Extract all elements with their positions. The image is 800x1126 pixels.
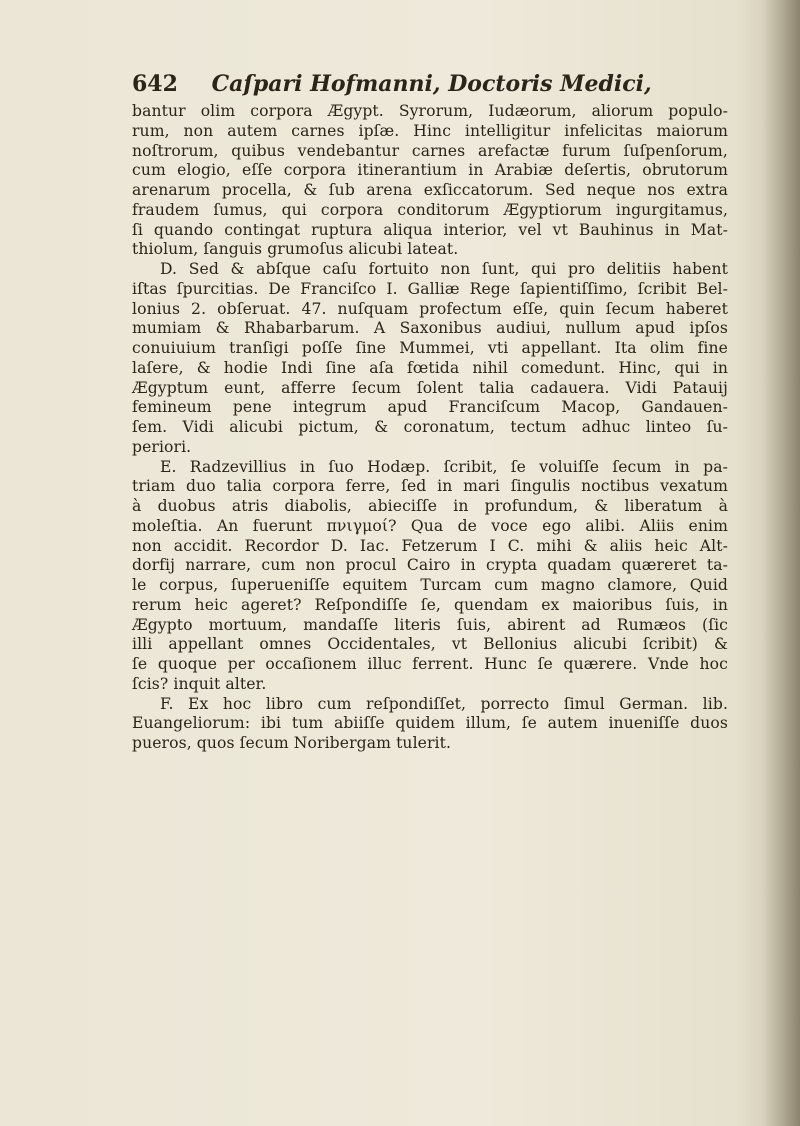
text-line: cum elogio, eſſe corpora itinerantium in Arabiæ deſertis, obrutorum	[132, 161, 728, 180]
text-line: ſcis? inquit alter.	[132, 674, 267, 693]
text-line: rum, non autem carnes ipſæ. Hinc intelligitur infelicitas maiorum	[132, 121, 728, 140]
running-title: Caſpari Hofmanni, Doctoris Medici,	[211, 71, 652, 97]
body-text	[132, 102, 728, 754]
text-line: thiolum, ſanguis grumoſus alicubi lateat.	[132, 240, 459, 259]
text-line: le corpus, ſuperueniſſe equitem Turcam cum magno clamore, Quid	[132, 576, 728, 594]
text-line: ſi quando contingat ruptura aliqua interior, vel vt Bauhinus in Mat-	[132, 220, 728, 239]
text-line: dorfij narrare, cum non procul Cairo in crypta quadam quæreret ta-	[132, 556, 728, 575]
text-line: ſem. Vidi alicubi pictum, & coronatum, tectum adhuc linteo ſu-	[132, 418, 728, 436]
paragraph-start-line: D. Sed & abſque caſu fortuito non ſunt, qui pro delitiis habent	[160, 260, 728, 278]
text-line: periori.	[132, 437, 192, 456]
text-line: noſtrorum, quibus vendebantur carnes arefactæ furum ſuſpenſorum,	[132, 141, 728, 160]
text-line: laſere, & hodie Indi ſine aſa fœtida nihil comedunt. Hinc, qui in	[132, 358, 728, 377]
text-line: iſtas ſpurcitias. De Franciſco I. Galliæ Rege ſapientiſſimo, ſcribit Bel-	[132, 279, 728, 298]
text-line: à duobus atris diabolis, abieciſſe in profundum, & liberatum à	[132, 497, 728, 515]
text-line: non accidit. Recordor D. Iac. Fetzerum I C. mihi & aliis heic Alt-	[132, 536, 728, 555]
text-line: rerum heic ageret? Reſpondiſſe ſe, quendam ex maioribus ſuis, in	[132, 595, 728, 614]
text-line: illi appellant omnes Occidentales, vt Bellonius alicubi ſcribit) &	[132, 635, 728, 654]
text-line: moleſtia. An fuerunt πνιγμοί? Qua de voce ego alibi. Aliis enim	[132, 516, 728, 535]
text-line: fraudem ſumus, qui corpora conditorum Ægyptiorum ingurgitamus,	[132, 200, 728, 219]
text-line: ſe quoque per occaſionem illuc ferrent. Hunc ſe quærere. Vnde hoc	[132, 655, 728, 673]
text-line: triam duo talia corpora ferre, ſed in mari ſingulis noctibus vexatum	[132, 477, 728, 496]
text-line: mumiam & Rhabarbarum. A Saxonibus audiui, nullum apud ipſos	[132, 319, 728, 338]
text-line: Euangeliorum: ibi tum abiiſſe quidem illum, ſe autem inueniſſe duos	[132, 714, 728, 733]
page-number: 642	[132, 71, 178, 97]
page-edge-shadow	[762, 0, 800, 1126]
text-line: arenarum procella, & ſub arena exſiccatorum. Sed neque nos extra	[132, 181, 728, 199]
text-line: bantur olim corpora Ægypt. Syrorum, Iudæorum, aliorum populo-	[132, 102, 728, 120]
paragraph-start-line: E. Radzevillius in ſuo Hodæp. ſcribit, ſe voluiſſe ſecum in pa-	[160, 457, 728, 476]
text-line: femineum pene integrum apud Franciſcum Macop, Gandauen-	[132, 398, 728, 417]
paragraph-start-line: F. Ex hoc libro cum reſpondiſſet, porrecto ſimul German. lib.	[160, 694, 728, 713]
text-line: lonius 2. obſeruat. 47. nuſquam profectum eſſe, quin ſecum haberet	[132, 299, 728, 318]
text-line: conuiuium tranſigi poſſe ſine Mummei, vti appellant. Ita olim fine	[132, 339, 728, 357]
text-line: pueros, quos ſecum Noribergam tulerit.	[132, 734, 452, 752]
page-header	[132, 71, 692, 101]
text-line: Ægyptum eunt, afferre ſecum ſolent talia cadauera. Vidi Patauij	[132, 378, 728, 397]
text-line: Ægypto mortuum, mandaſſe literis ſuis, abirent ad Rumæos (ſic	[132, 615, 728, 634]
